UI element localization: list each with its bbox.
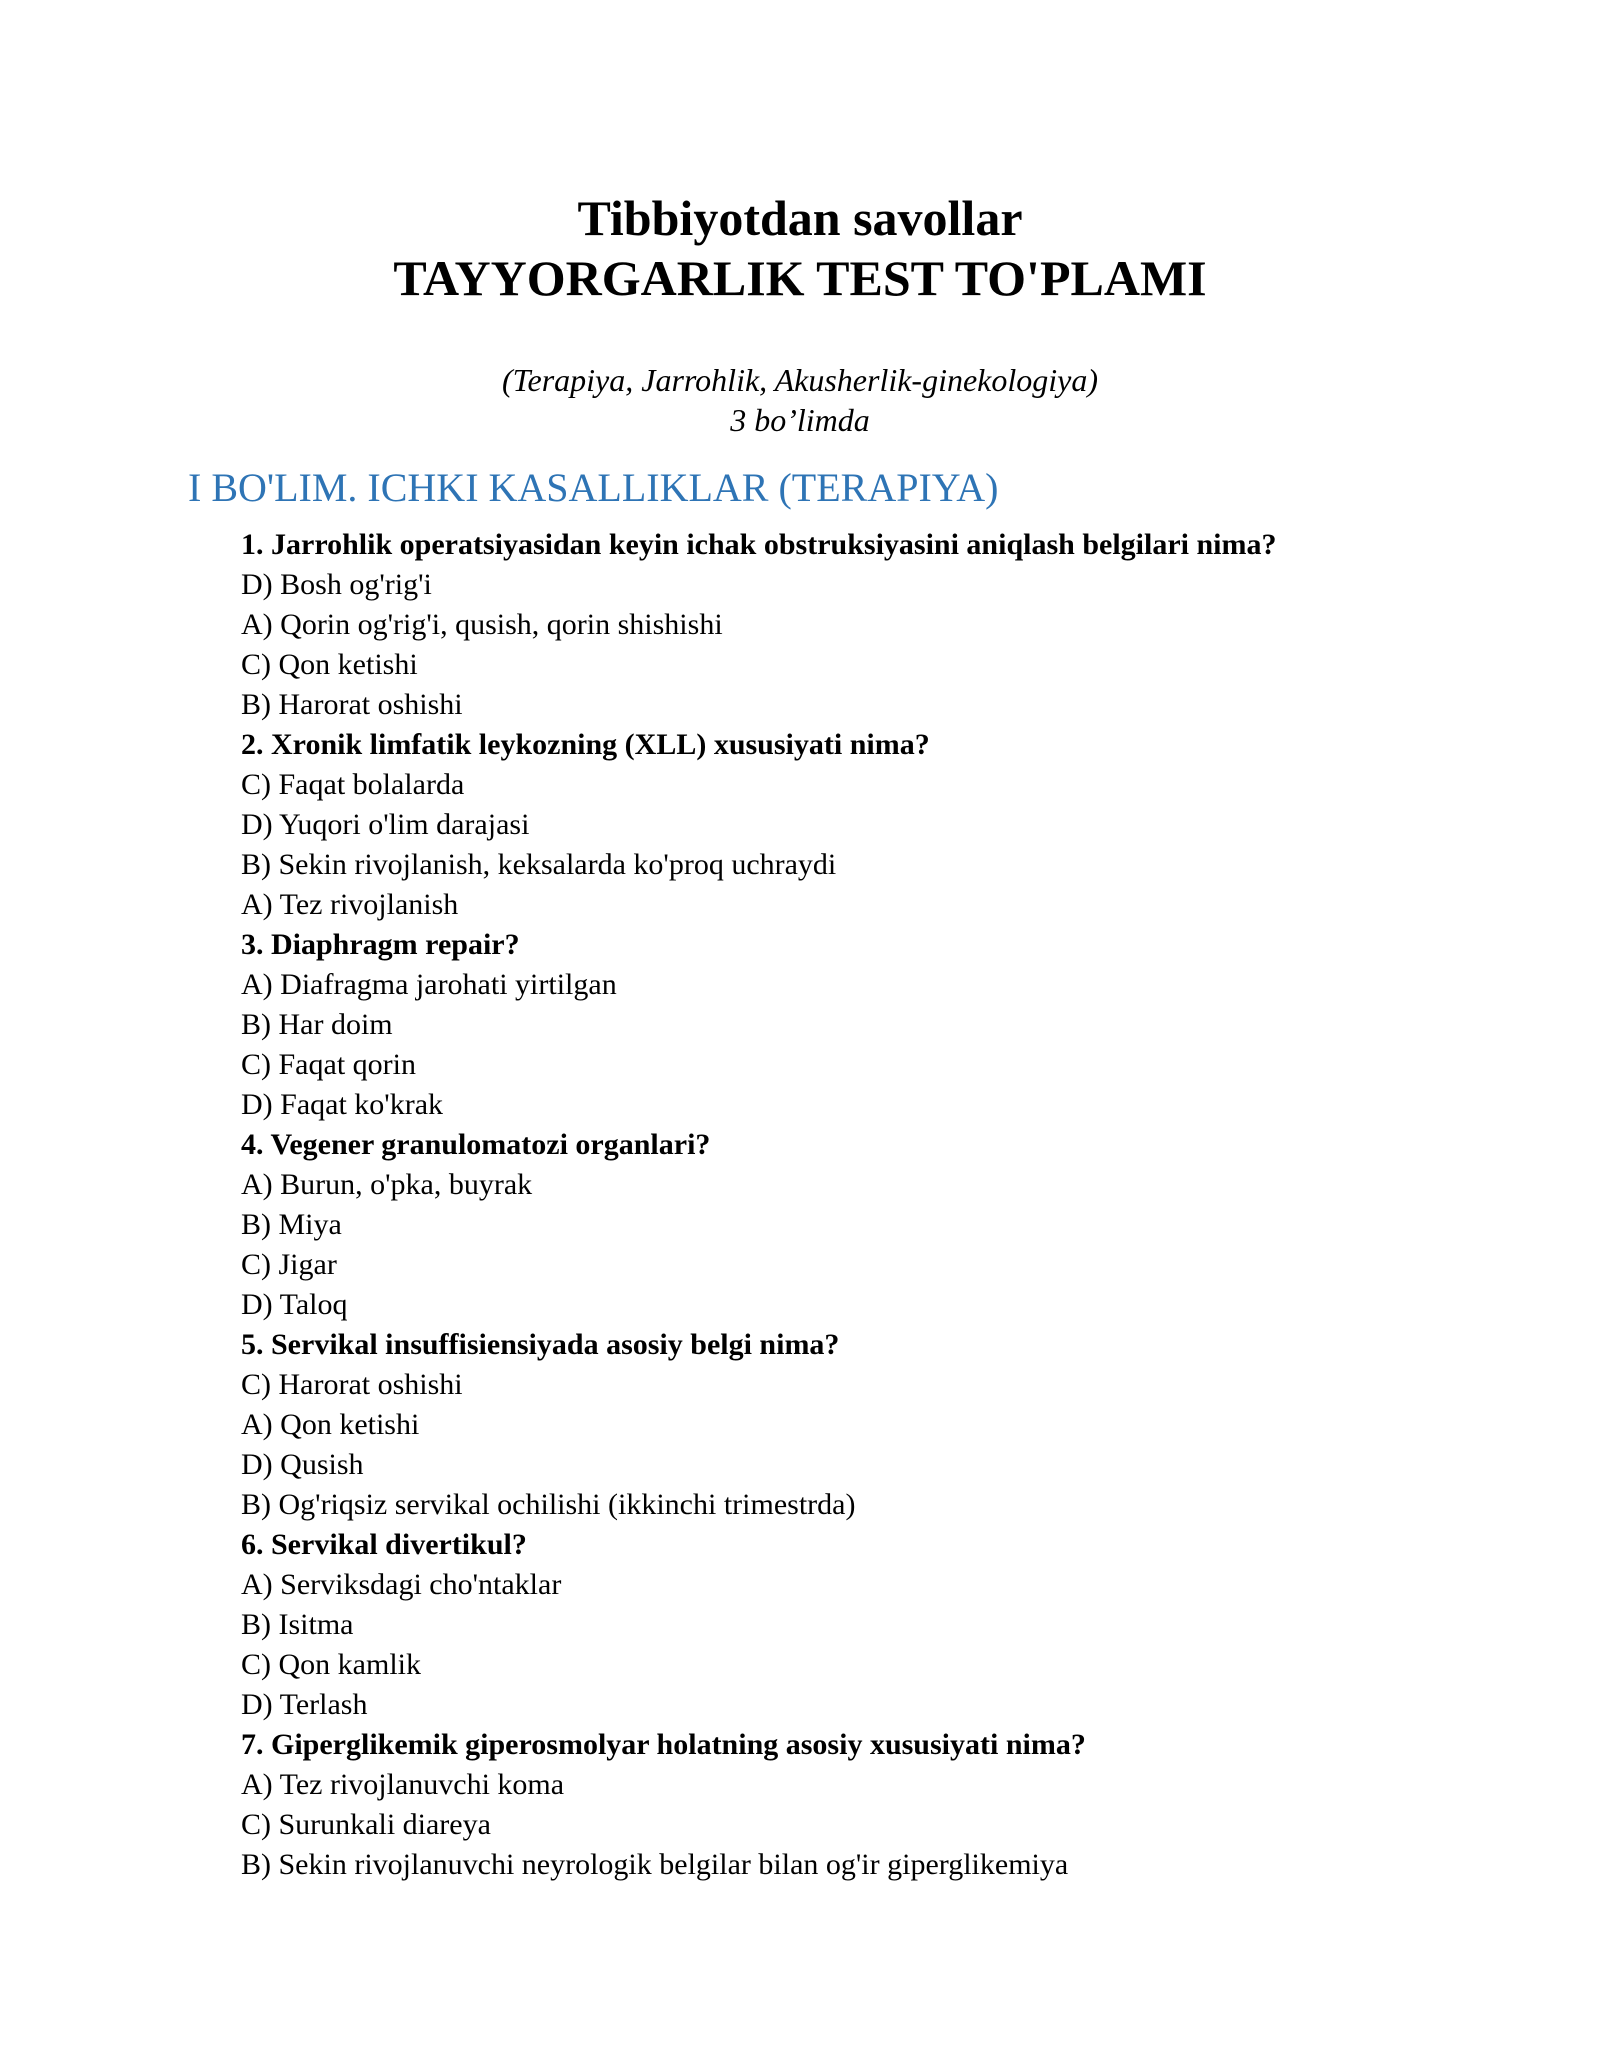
question-text: 7. Giperglikemik giperosmolyar holatning asosiy xususiyati nima? (241, 1728, 1086, 1761)
answer-option: C) Harorat oshishi (241, 1368, 463, 1401)
answer-option: C) Faqat qorin (241, 1048, 416, 1081)
answer-option: D) Qusish (241, 1448, 364, 1481)
answer-option: A) Qorin og'rig'i, qusish, qorin shishishi (241, 608, 723, 641)
answer-option: D) Terlash (241, 1688, 368, 1721)
answer-option: A) Burun, o'pka, buyrak (241, 1168, 533, 1201)
question-text: 4. Vegener granulomatozi organlari? (241, 1128, 711, 1161)
document-title: Tibbiyotdan savollar (577, 190, 1023, 246)
answer-option: C) Surunkali diareya (241, 1808, 491, 1841)
answer-option: B) Og'riqsiz servikal ochilishi (ikkinchi trimestrda) (241, 1488, 856, 1521)
answer-option: D) Taloq (241, 1288, 348, 1321)
answer-option: B) Har doim (241, 1008, 393, 1041)
answer-option: B) Harorat oshishi (241, 688, 463, 721)
answer-option: A) Serviksdagi cho'ntaklar (241, 1568, 562, 1601)
answer-option: B) Sekin rivojlanish, keksalarda ko'proq uchraydi (241, 848, 837, 881)
subtitle-topics: (Terapiya, Jarrohlik, Akusherlik-ginekologiya) (501, 362, 1099, 398)
question-list (241, 525, 1277, 1885)
answer-option: D) Faqat ko'krak (241, 1088, 444, 1121)
question-text: 3. Diaphragm repair? (241, 928, 520, 961)
answer-option: A) Diafragma jarohati yirtilgan (241, 968, 617, 1001)
answer-option: C) Faqat bolalarda (241, 768, 465, 801)
answer-option: D) Yuqori o'lim darajasi (241, 808, 530, 841)
answer-option: C) Qon kamlik (241, 1648, 421, 1681)
section-heading: I BO'LIM. ICHKI KASALLIKLAR (TERAPIYA) (188, 465, 999, 510)
answer-option: B) Miya (241, 1208, 342, 1241)
answer-option: B) Isitma (241, 1608, 354, 1641)
answer-option: A) Tez rivojlanish (241, 888, 459, 921)
subtitle-block (0, 360, 1600, 440)
title-block (0, 188, 1600, 308)
answer-option: B) Sekin rivojlanuvchi neyrologik belgilar bilan og'ir giperglikemiya (241, 1848, 1069, 1881)
question-text: 5. Servikal insuffisiensiyada asosiy belgi nima? (241, 1328, 840, 1361)
subtitle-parts: 3 bo’limda (730, 402, 870, 438)
answer-option: C) Qon ketishi (241, 648, 418, 681)
question-text: 2. Xronik limfatik leykozning (XLL) xususiyati nima? (241, 728, 930, 761)
document-subtitle-title: TAYYORGARLIK TEST TO'PLAMI (393, 250, 1207, 306)
answer-option: A) Tez rivojlanuvchi koma (241, 1768, 565, 1801)
question-text: 6. Servikal divertikul? (241, 1528, 527, 1561)
question-text: 1. Jarrohlik operatsiyasidan keyin ichak obstruksiyasini aniqlash belgilari nima? (241, 528, 1277, 561)
answer-option: C) Jigar (241, 1248, 337, 1281)
answer-option: A) Qon ketishi (241, 1408, 420, 1441)
answer-option: D) Bosh og'rig'i (241, 568, 432, 601)
